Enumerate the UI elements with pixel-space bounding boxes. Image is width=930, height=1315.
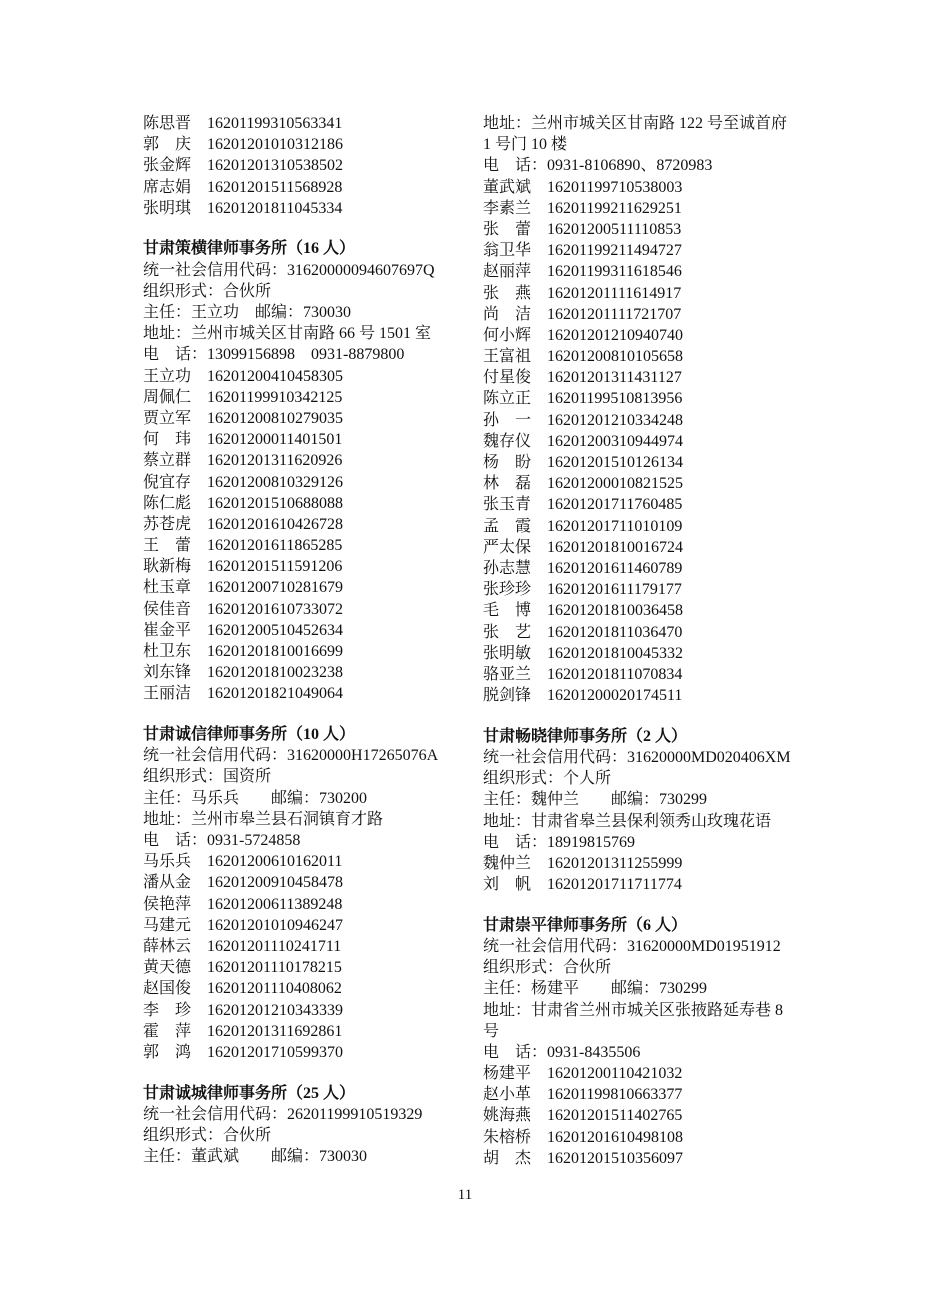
credit-code-line (143, 1104, 453, 1125)
member-roster (143, 113, 453, 219)
member-row (483, 558, 793, 579)
license-number: 16201200810279035 (207, 409, 343, 427)
director-label: 主任： (143, 304, 192, 321)
member-name: 蔡立群 (143, 452, 192, 470)
postcode: 730030 (303, 304, 352, 321)
member-name: 黄天德 (143, 959, 192, 977)
director-label: 主任： (483, 980, 532, 998)
member-name: 魏仲兰 (483, 854, 532, 872)
page-number: 11 (457, 1187, 473, 1203)
member-name: 刘 帆 (483, 876, 532, 894)
license-number: 16201201810016699 (207, 643, 343, 660)
license-number: 16201200410458305 (207, 367, 343, 385)
member-row (143, 1021, 453, 1042)
member-row (483, 198, 793, 219)
member-row (143, 662, 453, 683)
member-row (143, 872, 453, 893)
address-line (483, 811, 793, 832)
member-row (483, 874, 793, 895)
member-row (143, 894, 453, 915)
director-line (143, 1146, 453, 1167)
postcode: 730299 (659, 791, 708, 809)
member-name: 张明琪 (143, 199, 192, 217)
address-text: 兰州市城关区甘南路 66 号 1501 室 (191, 325, 432, 343)
org-form-line (143, 766, 453, 787)
license-number: 16201201610426728 (207, 515, 343, 533)
member-name: 薛林云 (143, 937, 192, 955)
license-number: 16201201110241711 (207, 937, 342, 955)
member-row (483, 1105, 793, 1126)
license-number: 16201201311431127 (547, 369, 682, 387)
member-row (143, 155, 453, 176)
license-number: 16201201810045332 (547, 644, 683, 662)
credit-code: 31620000MD01951912 (627, 937, 781, 955)
license-number: 16201201010946247 (207, 916, 343, 934)
org-form-line (143, 1125, 453, 1146)
license-number: 16201201611460789 (547, 559, 683, 577)
license-number: 16201201111721707 (547, 305, 682, 323)
license-number: 16201201511568928 (207, 178, 343, 196)
org-form-label: 组织形式： (143, 768, 224, 786)
license-number: 16201201810016724 (547, 538, 683, 556)
license-number: 16201201610733072 (207, 600, 343, 618)
org-form-label: 组织形式： (483, 959, 564, 977)
member-name: 陈仁彪 (143, 494, 192, 512)
address-text: 1 号门 10 楼 (483, 136, 568, 154)
license-number: 16201201110408062 (207, 980, 342, 998)
credit-code-label: 统一社会信用代码： (143, 1105, 288, 1123)
license-number: 16201201611179177 (547, 581, 682, 599)
address-label: 地址： (483, 115, 532, 132)
credit-code-line (143, 260, 453, 281)
member-name: 陈思晋 (143, 115, 192, 132)
firm-entry (143, 238, 453, 704)
credit-code-label: 统一社会信用代码： (483, 937, 628, 955)
member-row (143, 957, 453, 978)
credit-code: 31620000094607697Q (287, 261, 435, 279)
phone-line (483, 155, 793, 176)
license-number: 16201201810023238 (207, 664, 343, 682)
firm-name: 甘肃诚城律师事务所（25 人） (143, 1084, 356, 1102)
member-name: 霍 萍 (143, 1022, 192, 1040)
license-number: 16201200910458478 (207, 874, 343, 892)
member-name: 李素兰 (483, 199, 532, 217)
credit-code-line (483, 747, 793, 768)
org-form-line (483, 768, 793, 789)
org-form: 合伙所 (223, 282, 272, 300)
postcode-label: 邮编： (239, 304, 304, 321)
license-number: 16201201110178215 (207, 959, 342, 977)
credit-code-label: 统一社会信用代码： (143, 261, 288, 279)
license-number: 16201200810105658 (547, 348, 683, 366)
member-name: 陈立正 (483, 390, 532, 408)
phone-label: 电 话： (143, 346, 208, 364)
member-name: 苏苍虎 (143, 515, 192, 533)
member-row (143, 851, 453, 872)
director-label: 主任： (143, 1148, 192, 1166)
member-name: 王丽洁 (143, 685, 192, 703)
member-row (143, 408, 453, 429)
member-name: 董武斌 (483, 178, 532, 196)
address-text: 甘肃省皋兰县保利领秀山玫瑰花语 (531, 812, 772, 830)
member-row (143, 936, 453, 957)
license-number: 16201200610162011 (207, 853, 343, 871)
org-form: 合伙所 (223, 1126, 272, 1144)
phone-line (143, 830, 453, 851)
member-name: 魏存仪 (483, 432, 532, 450)
firm-entry (143, 1083, 453, 1168)
member-name: 席志娟 (143, 178, 192, 196)
license-number: 16201201510126134 (547, 454, 683, 471)
license-number: 16201199510813956 (547, 390, 683, 408)
license-number: 16201201811070834 (547, 665, 683, 683)
member-row (143, 387, 453, 408)
member-row (483, 177, 793, 198)
director-label: 主任： (143, 789, 192, 807)
member-name: 杨建平 (483, 1065, 532, 1083)
member-name: 刘东锋 (143, 664, 192, 682)
director-name: 杨建平 (531, 980, 580, 998)
member-row (143, 177, 453, 198)
license-number: 16201199311618546 (547, 263, 682, 281)
member-name: 张明敏 (483, 644, 532, 662)
member-row (143, 472, 453, 493)
address-text: 号 (483, 1022, 500, 1040)
phone-label: 电 话： (143, 832, 208, 849)
member-row (483, 240, 793, 261)
member-row (483, 261, 793, 282)
member-name: 侯佳音 (143, 600, 192, 618)
license-number: 16201200810329126 (207, 473, 343, 491)
member-name: 胡 杰 (483, 1149, 532, 1167)
org-form: 合伙所 (563, 959, 612, 977)
member-row (143, 599, 453, 620)
member-row (143, 556, 453, 577)
member-row (483, 643, 793, 664)
address-line (143, 809, 453, 830)
member-name: 赵丽萍 (483, 263, 532, 281)
member-name: 侯艳萍 (143, 895, 192, 913)
org-form-line (483, 957, 793, 978)
address-text: 兰州市皋兰县石洞镇育才路 (191, 810, 384, 828)
member-row (483, 346, 793, 367)
org-form-label: 组织形式： (143, 1126, 224, 1144)
member-name: 倪宜存 (143, 473, 192, 491)
credit-code-line (483, 936, 793, 957)
member-name: 尚 洁 (483, 305, 532, 323)
credit-code: 31620000H17265076A (287, 747, 439, 765)
member-row (143, 620, 453, 641)
member-row (483, 452, 793, 473)
license-number: 16201201711760485 (547, 496, 683, 514)
license-number: 16201201821049064 (207, 685, 343, 703)
member-row (483, 283, 793, 304)
postcode-label: 邮编： (579, 791, 660, 809)
member-name: 姚海燕 (483, 1107, 532, 1125)
address-label: 地址： (483, 1001, 532, 1019)
phone-label: 电 话： (483, 1043, 548, 1061)
firm-name: 甘肃崇平律师事务所（6 人） (483, 916, 688, 934)
credit-code-line (143, 745, 453, 766)
license-number: 16201201210343339 (207, 1001, 343, 1019)
member-row (483, 664, 793, 685)
member-name: 郭 庆 (143, 136, 192, 154)
credit-code-label: 统一社会信用代码： (483, 748, 628, 766)
director-name: 王立功 (191, 304, 240, 321)
member-row (483, 537, 793, 558)
member-row (483, 494, 793, 515)
member-name: 杜玉章 (143, 579, 192, 597)
member-row (143, 577, 453, 598)
member-name: 何小辉 (483, 326, 532, 344)
postcode: 730200 (319, 789, 368, 807)
member-name: 王立功 (143, 367, 192, 385)
director-name: 马乐兵 (191, 789, 240, 807)
credit-code: 31620000MD020406XM (627, 748, 791, 766)
org-form-label: 组织形式： (483, 770, 564, 788)
phone-line (483, 1042, 793, 1063)
member-row (483, 367, 793, 388)
member-row (143, 429, 453, 450)
license-number: 16201201810036458 (547, 602, 683, 620)
org-form: 个人所 (563, 770, 612, 788)
license-number: 16201199211494727 (547, 242, 682, 260)
director-line (483, 789, 793, 810)
license-number: 16201201811045334 (207, 199, 343, 217)
firm-name: 甘肃策横律师事务所（16 人） (143, 240, 356, 258)
member-row (143, 1000, 453, 1021)
member-name: 马建元 (143, 916, 192, 934)
member-name: 王富祖 (483, 348, 532, 366)
member-row (483, 1148, 793, 1169)
member-name: 郭 鸿 (143, 1043, 192, 1061)
member-row (483, 600, 793, 621)
member-row (483, 219, 793, 240)
phone-number: 0931-8106890、8720983 (547, 157, 713, 175)
license-number: 16201199810663377 (547, 1086, 683, 1104)
member-row (143, 915, 453, 936)
member-name: 耿新梅 (143, 558, 192, 576)
member-name: 张 燕 (483, 284, 532, 302)
postcode: 730299 (659, 980, 708, 998)
license-number: 16201199710538003 (547, 178, 683, 196)
member-name: 张玉青 (483, 496, 532, 514)
member-row (483, 388, 793, 409)
member-row (143, 493, 453, 514)
address-line (483, 134, 793, 155)
firm-entry (483, 726, 793, 896)
member-row (143, 134, 453, 155)
license-number: 16201201210334248 (547, 411, 683, 429)
member-name: 毛 博 (483, 602, 532, 620)
license-number: 16201201010312186 (207, 136, 343, 154)
address-text: 兰州市城关区甘南路 122 号至诚首府 (531, 115, 788, 132)
license-number: 16201200110421032 (547, 1065, 683, 1083)
member-row (483, 410, 793, 431)
phone-line (483, 832, 793, 853)
license-number: 16201201611865285 (207, 537, 343, 555)
license-number: 16201201710599370 (207, 1043, 343, 1061)
member-name: 何 玮 (143, 431, 192, 449)
license-number: 16201200611389248 (207, 895, 343, 913)
member-row (483, 516, 793, 537)
director-line (483, 978, 793, 999)
member-row (483, 622, 793, 643)
firm-name: 甘肃诚信律师事务所（10 人） (143, 726, 356, 744)
member-row (143, 1042, 453, 1063)
member-row (483, 325, 793, 346)
member-name: 马乐兵 (143, 853, 192, 871)
license-number: 16201201510356097 (547, 1149, 683, 1167)
address-label: 地址： (143, 810, 192, 828)
member-row (143, 113, 453, 134)
member-name: 张金辉 (143, 157, 192, 175)
org-form-line (143, 281, 453, 302)
credit-code: 26201199910519329 (287, 1105, 423, 1123)
member-row (143, 535, 453, 556)
license-number: 16201200710281679 (207, 579, 343, 597)
firm-name: 甘肃畅晓律师事务所（2 人） (483, 727, 688, 745)
member-name: 杨 盼 (483, 454, 532, 471)
license-number: 16201200511110853 (547, 220, 682, 238)
credit-code-label: 统一社会信用代码： (143, 747, 288, 765)
license-number: 16201201510688088 (207, 494, 343, 512)
member-name: 张 蕾 (483, 220, 532, 238)
member-name: 周佩仁 (143, 388, 192, 406)
license-number: 16201200310944974 (547, 432, 683, 450)
member-name: 赵国俊 (143, 980, 192, 998)
member-row (483, 579, 793, 600)
firm-entry (143, 724, 453, 1063)
member-name: 严太保 (483, 538, 532, 556)
director-line (143, 788, 453, 809)
member-name: 朱榕桥 (483, 1128, 532, 1146)
member-row (143, 450, 453, 471)
address-line (483, 1021, 793, 1042)
org-form: 国资所 (223, 768, 272, 786)
license-number: 16201199211629251 (547, 199, 682, 217)
license-number: 16201201111614917 (547, 284, 682, 302)
director-line (143, 302, 453, 323)
postcode-label: 邮编： (239, 1148, 320, 1166)
member-name: 孙志慧 (483, 559, 532, 577)
postcode: 730030 (319, 1148, 368, 1166)
license-number: 16201200010821525 (547, 475, 683, 493)
member-row (483, 1127, 793, 1148)
member-row (483, 1084, 793, 1105)
license-number: 16201201711711774 (547, 876, 682, 894)
org-form-label: 组织形式： (143, 282, 224, 300)
address-line (143, 323, 453, 344)
member-name: 崔金平 (143, 621, 192, 639)
phone-line (143, 344, 453, 365)
license-number: 16201201310538502 (207, 157, 343, 175)
director-name: 董武斌 (191, 1148, 240, 1166)
member-row (143, 683, 453, 704)
firm-entry (483, 915, 793, 1169)
phone-number: 0931-8435506 (547, 1043, 641, 1061)
member-name: 李 珍 (143, 1001, 192, 1019)
member-row (143, 514, 453, 535)
postcode-label: 邮编： (239, 789, 320, 807)
right-column (483, 113, 793, 1169)
phone-number: 13099156898 0931-8879800 (207, 346, 405, 364)
member-row (483, 853, 793, 874)
member-name: 付星俊 (483, 369, 532, 387)
member-row (483, 473, 793, 494)
address-label: 地址： (483, 812, 532, 830)
member-name: 贾立军 (143, 409, 192, 427)
license-number: 16201201511402765 (547, 1107, 683, 1125)
phone-label: 电 话： (483, 157, 548, 175)
postcode-label: 邮编： (579, 980, 660, 998)
member-row (143, 978, 453, 999)
member-name: 杜卫东 (143, 643, 192, 660)
license-number: 16201199310563341 (207, 115, 343, 132)
firm-entry-continued (483, 113, 793, 706)
member-name: 骆亚兰 (483, 665, 532, 683)
address-line (483, 1000, 793, 1021)
license-number: 16201200020174511 (547, 687, 683, 705)
member-row (143, 366, 453, 387)
member-name: 王 蕾 (143, 537, 192, 555)
left-column (143, 113, 453, 1167)
director-name: 魏仲兰 (531, 791, 580, 809)
address-text: 甘肃省兰州市城关区张掖路延寿巷 8 (531, 1001, 784, 1019)
license-number: 16201201311255999 (547, 854, 683, 872)
member-row (143, 198, 453, 219)
member-row (483, 304, 793, 325)
license-number: 16201199910342125 (207, 388, 343, 406)
license-number: 16201201511591206 (207, 558, 343, 576)
license-number: 16201201610498108 (547, 1128, 683, 1146)
director-label: 主任： (483, 791, 532, 809)
member-name: 脱剑锋 (483, 687, 532, 705)
address-label: 地址： (143, 325, 192, 343)
member-name: 赵小革 (483, 1086, 532, 1104)
member-row (483, 685, 793, 706)
address-line (483, 113, 793, 134)
license-number: 16201201311620926 (207, 452, 343, 470)
license-number: 16201201811036470 (547, 623, 683, 641)
member-row (143, 641, 453, 662)
license-number: 16201200011401501 (207, 431, 343, 449)
member-name: 张 艺 (483, 623, 532, 641)
phone-label: 电 话： (483, 833, 548, 851)
member-name: 孙 一 (483, 411, 532, 429)
license-number: 16201200510452634 (207, 621, 343, 639)
member-row (483, 1063, 793, 1084)
license-number: 16201201210940740 (547, 326, 683, 344)
license-number: 16201201311692861 (207, 1022, 343, 1040)
phone-number: 0931-5724858 (207, 832, 301, 849)
member-name: 潘从金 (143, 874, 192, 892)
phone-number: 18919815769 (547, 833, 636, 851)
member-name: 孟 霞 (483, 517, 532, 535)
member-name: 张珍珍 (483, 581, 532, 599)
member-name: 翁卫华 (483, 242, 532, 260)
member-row (483, 431, 793, 452)
license-number: 16201201711010109 (547, 517, 683, 535)
member-name: 林 磊 (483, 475, 532, 493)
